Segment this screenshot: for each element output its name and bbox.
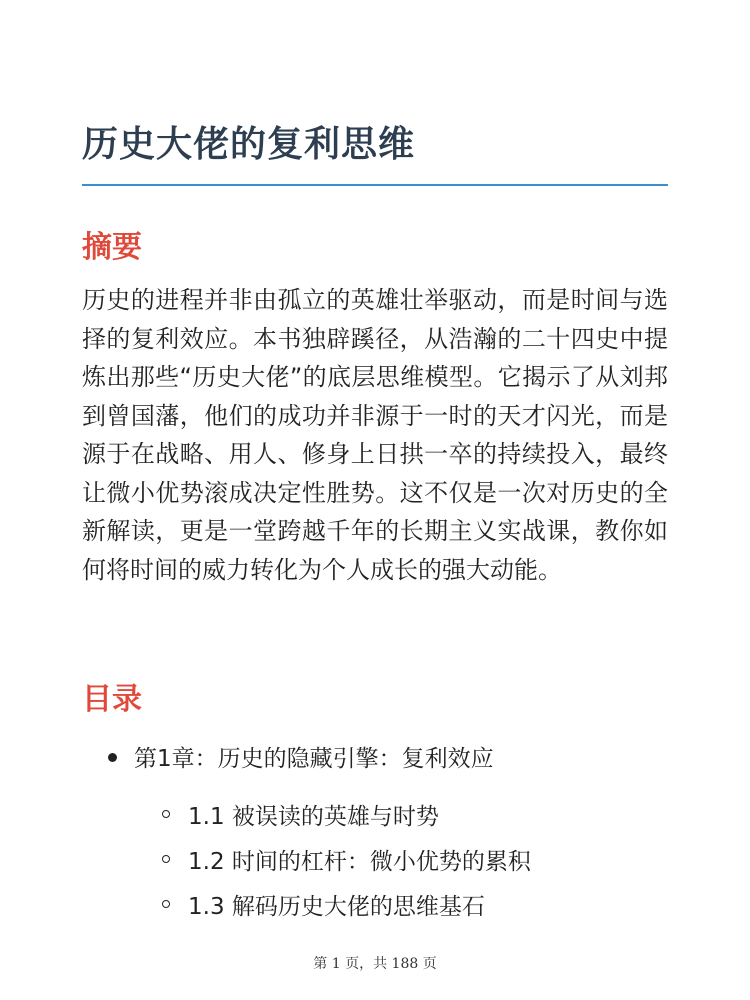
- bullet-circle-icon: [162, 900, 170, 908]
- abstract-heading: 摘要: [82, 230, 142, 265]
- document-title: 历史大佬的复利思维: [82, 124, 416, 165]
- page-footer: 第 1 页，共 188 页: [313, 956, 437, 972]
- toc-section-1-3: [162, 888, 485, 921]
- toc-section-label: 1.1 被误读的英雄与时势: [188, 804, 439, 830]
- toc-section-label: 1.2 时间的杠杆：微小优势的累积: [188, 849, 531, 875]
- abstract-text: 历史的进程并非由孤立的英雄壮举驱动，而是时间与选择的复利效应。本书独辟蹊径，从浩瀚的二十四史中提炼出那些“历史大佬”的底层思维模型。它揭示了从刘邦到曾国藩，他们的成功并非源于一时的天才闪光，而是源于在战略、用人、修身上日拱一卒的持续投入，最终让微小优势滚成决定性胜势。这不仅是一次对历史的全新解读，更是一堂跨越千年的长期主义实战课，教你如何将时间的威力转化为个人成长的强大动能。: [82, 286, 668, 584]
- toc-chapter-label: 第1章：历史的隐藏引擎：复利效应: [134, 746, 494, 772]
- bullet-circle-icon: [162, 810, 170, 818]
- toc-section-label: 1.3 解码历史大佬的思维基石: [188, 894, 485, 920]
- toc-heading: 目录: [82, 682, 142, 717]
- title-divider: [82, 184, 668, 186]
- document-page: [82, 0, 668, 1000]
- toc-section-1-2: [162, 843, 531, 876]
- toc-section-1-1: [162, 798, 439, 831]
- toc-chapter-1: [108, 740, 494, 773]
- bullet-circle-icon: [162, 855, 170, 863]
- bullet-disc-icon: [108, 753, 117, 762]
